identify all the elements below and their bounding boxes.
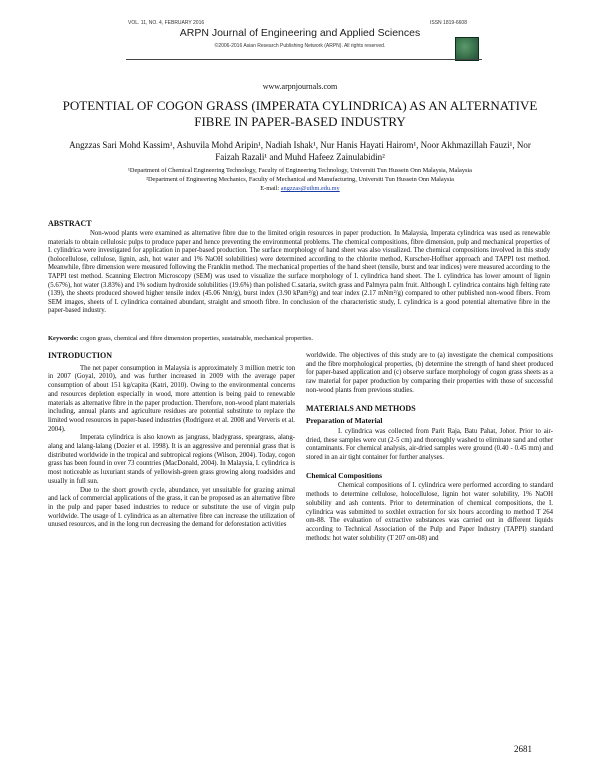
chemical-compositions-heading: Chemical Compositions	[306, 470, 383, 480]
preparation-paragraph: I. cylindrica was collected from Parit Raja, Batu Pahat, Johor. Prior to air-dried, these samples were cut (2-5 cm) and thoroughly washed to eliminate sand and other contaminants. For chemical analysis, air-dried samples were ground (0.40 - 0.45 mm) and stored in an air tight container for further analyses.	[306, 427, 553, 462]
intro-paragraph-3: Due to the short growth cycle, abundance, yet unsuitable for grazing animal and lack of commercial applications of the grass, it can be proposed as an alternative fibre in the pulp and paper based industries to reduce or substitute the use of virgin pulp worldwide. The usage of I. cylindrica as an alternative fibre can increase the utilization of unused resources, and in the long run decreasing the demand for deforestation activities	[48, 486, 295, 529]
abstract-heading: ABSTRACT	[48, 219, 92, 228]
author-list: Angzzas Sari Mohd Kassim¹, Ashuvila Mohd Aripin¹, Nadiah Ishak¹, Nur Hanis Hayati Hairom¹, Noor Akhmazillah Fauzi¹, Nor Faizah Razali¹ and Muhd Hafeez Zainulabidin²	[69, 140, 531, 162]
copyright-notice: ©2006-2016 Asian Research Publishing Network (ARPN). All rights reserved.	[214, 43, 386, 49]
journal-name: ARPN Journal of Engineering and Applied Sciences	[179, 27, 421, 39]
volume-info: VOL. 11, NO. 4, FEBRUARY 2016	[128, 20, 205, 26]
introduction-heading: INTRODUCTION	[48, 351, 113, 360]
paper-title: POTENTIAL OF COGON GRASS (IMPERATA CYLINDRICA) AS AN ALTERNATIVE FIBRE IN PAPER-BASED INDUSTRY	[62, 98, 538, 129]
email-line	[70, 184, 530, 193]
preparation-heading: Preparation of Material	[306, 416, 383, 426]
page-number: 2681	[514, 744, 532, 754]
affiliations	[70, 166, 530, 193]
methods-heading: MATERIALS AND METHODS	[306, 403, 416, 413]
intro-paragraph-2: Imperata cylindrica is also known as jangrass, bladygrass, speargrass, alang-alang and lalang-lalang (Dozier et al. 1998). It is an aggressive and perennial grass that is distributed worldwide in the tropical and subtropical regions (Wilson, 2004). Today, cogon grass has been found in over 73 countries (MacDonald, 2004). In Malaysia, I. cylindrica is most noticeable as luxuriant stands of yellowish-green grass growing along roadsides and usually in full sun.	[48, 434, 295, 485]
keywords-text: cogon grass, chemical and fibre dimension properties, sustainable, mechanical properties.	[78, 335, 313, 342]
issn: ISSN 1819-6608	[430, 20, 467, 26]
journal-url[interactable]: www.arpnjournals.com	[262, 82, 338, 91]
email-label: E-mail:	[260, 185, 281, 192]
arpn-logo	[455, 37, 479, 61]
chemical-compositions-paragraph: Chemical compositions of I. cylindrica were performed according to standard methods to determine cellulose, holocellulose, lignin hot water solubility, 1% NaOH solubility and ash contents. Prior to determination of chemical compositions, the I. cylindrica was submitted to soxhlet extraction for six hours according to method T 264 om-88. The evaluation of extractive substances was carried out in different liquids according to Technical Association of the Pulp and Paper Industry (TAPPI) standard methods: hot water solubility (T 207 om-08) and	[306, 482, 553, 542]
affiliation-2: ²Department of Engineering Mechanics, Faculty of Mechanical and Manufacturing, Universiti Tun Hussein Onn Malaysia	[146, 176, 454, 183]
email-link[interactable]: angzzas@uthm.edu.my	[280, 185, 340, 192]
header-divider	[126, 59, 482, 60]
keywords-label: Keywords:	[48, 335, 79, 342]
intro-paragraph-1: The net paper consumption in Malaysia is approximately 3 million metric ton in 2007 (Goyal, 2010), and was further increased in 2009 with the average paper consumption of about 151 kg/capita (Katri, 2010). Owing to the environmental concerns and resources depletion especially in wood, more attention is being paid to renewable materials as alternative fibre in the paper production. Therefore, non-wood plant materials including, annual plants and agriculture residues are potential substitute to replace the limited wood resources in paper-based industries (Rodriguez et al. 2008 and Ververis et al. 2004).	[48, 364, 295, 433]
intro-paragraph-continued: worldwide. The objectives of this study are to (a) investigate the chemical compositions and the fibre morphological properties, (b) determine the strength of hand sheet produced for paper-based application and (c) observe surface morphology of cogon grass sheets as a raw material for paper production by comparing their properties with those of successful non-wood plants from previous studies.	[306, 352, 553, 394]
keywords	[48, 335, 550, 342]
abstract-text: Non-wood plants were examined as alternative fibre due to the limited origin resources in paper production. In Malaysia, Imperata cylindrica was used as renewable materials to obtain cellulosic pulps to produce paper and hence preventing the environmental problems. The chemical compositions, fibre dimension, pulp and mechanical properties of I. cylindrica were investigated for application in paper-based production. The surface morphology of hand sheet was also visualized. The chemical compositions involved in this study (holocellulose, cellulose, lignin, ash, hot water and 1% NaOH solubilities) were determined according to the chlorite method, Kurscher-Hoffner approach and TAPPI test method. Meanwhile, fibre dimension were measured following the Franklin method. The mechanical properties of the hand sheet (tensile, burst and tear indices) were measured according to the TAPPI test method. Scanning Electron Microscopy (SEM) was used to visualize the surface morphology of I. cylindrica hand sheet. The I. cylindrica has lower amount of lignin (5.67%), hot water (3.83%) and 1% sodium hydroxide solubilities (19.6%) than polished C.sataria, switch grass and Palmyra palm fruit. Although I. cylindrica contains high felting rate (139), the sheets produced showed higher tensile index (45.06 Nm/g), burst index (3.90 kPam²/g) and tear index (2.17 mNm²/g) compared to other published non-wood fibers. From SEM images, sheets of I. cylindrica contained abundant, straight and smooth fibre. In conclusion of the characteristic study, I. cylindrica is a good potential alternative fibre in the paper-based industry.	[48, 230, 550, 315]
affiliation-1: ¹Department of Chemical Engineering Technology, Faculty of Engineering Technology, Universiti Tun Hussein Onn Malaysia, Malaysia	[128, 167, 472, 174]
left-column	[48, 352, 295, 530]
right-column	[306, 352, 553, 543]
